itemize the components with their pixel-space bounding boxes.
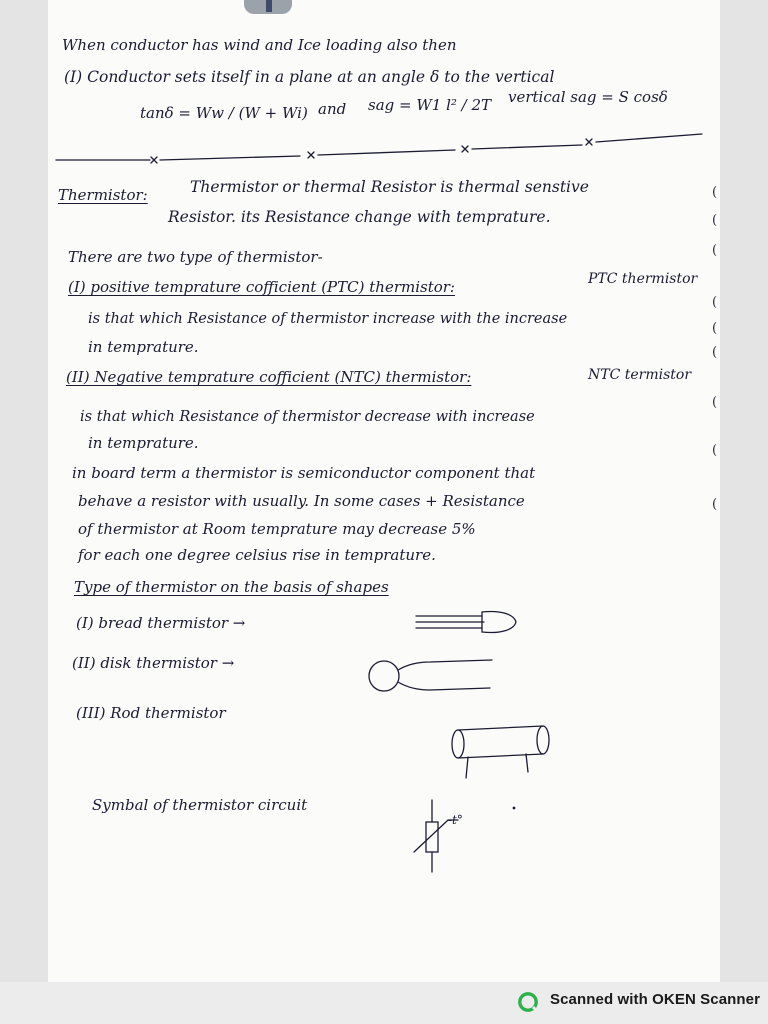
disk-thermistor-drawing (369, 660, 492, 691)
thermistor-heading: Thermistor: (58, 186, 148, 204)
ntc-title: (II) Negative temprature cofficient (NTC) thermistor: (66, 368, 472, 386)
rod-thermistor-drawing (452, 726, 549, 778)
ptc-tail: PTC thermistor (588, 271, 698, 287)
formula-vertical-sag: vertical sag = S cosδ (508, 88, 668, 106)
bead-thermistor-drawing (416, 611, 516, 632)
thermistor-definition-2: Resistor. its Resistance change with temprature. (168, 208, 551, 226)
thermistor-symbol-drawing (414, 800, 515, 872)
formula-sag: sag = W1 l² / 2T (368, 96, 492, 114)
symbol-temperature-label: -t° (448, 813, 463, 827)
bead-thermistor-label: (I) bread thermistor → (76, 614, 246, 632)
broad-term-line-3: of thermistor at Room temprature may decrease 5% (78, 520, 476, 538)
ptc-title: (I) positive temprature cofficient (PTC) thermistor: (68, 278, 455, 296)
ntc-tail: NTC termistor (588, 367, 692, 383)
ptc-description: is that which Resistance of thermistor increase with the increase (88, 311, 568, 327)
thermistor-definition-1: Thermistor or thermal Resistor is thermal senstive (190, 178, 589, 196)
ntc-description-end: in temprature. (88, 434, 199, 452)
symbol-heading: Symbal of thermistor circuit (92, 796, 308, 814)
note-line-wind-ice: When conductor has wind and Ice loading also then (62, 36, 457, 54)
margin-mark: ( (712, 497, 718, 512)
note-line-conductor-angle: (I) Conductor sets itself in a plane at an angle δ to the vertical (64, 68, 555, 86)
ptc-description-end: in temprature. (88, 338, 199, 356)
ntc-description: is that which Resistance of thermistor decrease with increase (80, 409, 535, 425)
disk-thermistor-label: (II) disk thermistor → (72, 654, 235, 672)
shapes-heading: Type of thermistor on the basis of shapes (74, 578, 389, 596)
margin-mark: ( (712, 443, 718, 458)
broad-term-line-1: in board term a thermistor is semiconductor component that (72, 464, 536, 482)
margin-mark: ( (712, 295, 718, 310)
margin-mark: ( (712, 185, 718, 200)
types-intro: There are two type of thermistor- (68, 248, 323, 266)
rod-thermistor-label: (III) Rod thermistor (76, 704, 226, 722)
margin-mark: ( (712, 321, 718, 336)
scanner-watermark-text: Scanned with OKEN Scanner (550, 991, 761, 1008)
broad-term-line-2: behave a resistor with usually. In some cases + Resistance (78, 492, 525, 510)
formula-and: and (318, 100, 347, 118)
broad-term-line-4: for each one degree celsius rise in temprature. (78, 546, 436, 564)
formula-tan-delta: tanδ = Ww / (W + Wi) (140, 104, 308, 122)
margin-mark: ( (712, 395, 718, 410)
margin-mark: ( (712, 213, 718, 228)
oken-scanner-logo-icon (518, 992, 538, 1012)
margin-mark: ( (712, 243, 718, 258)
margin-mark: ( (712, 345, 718, 360)
